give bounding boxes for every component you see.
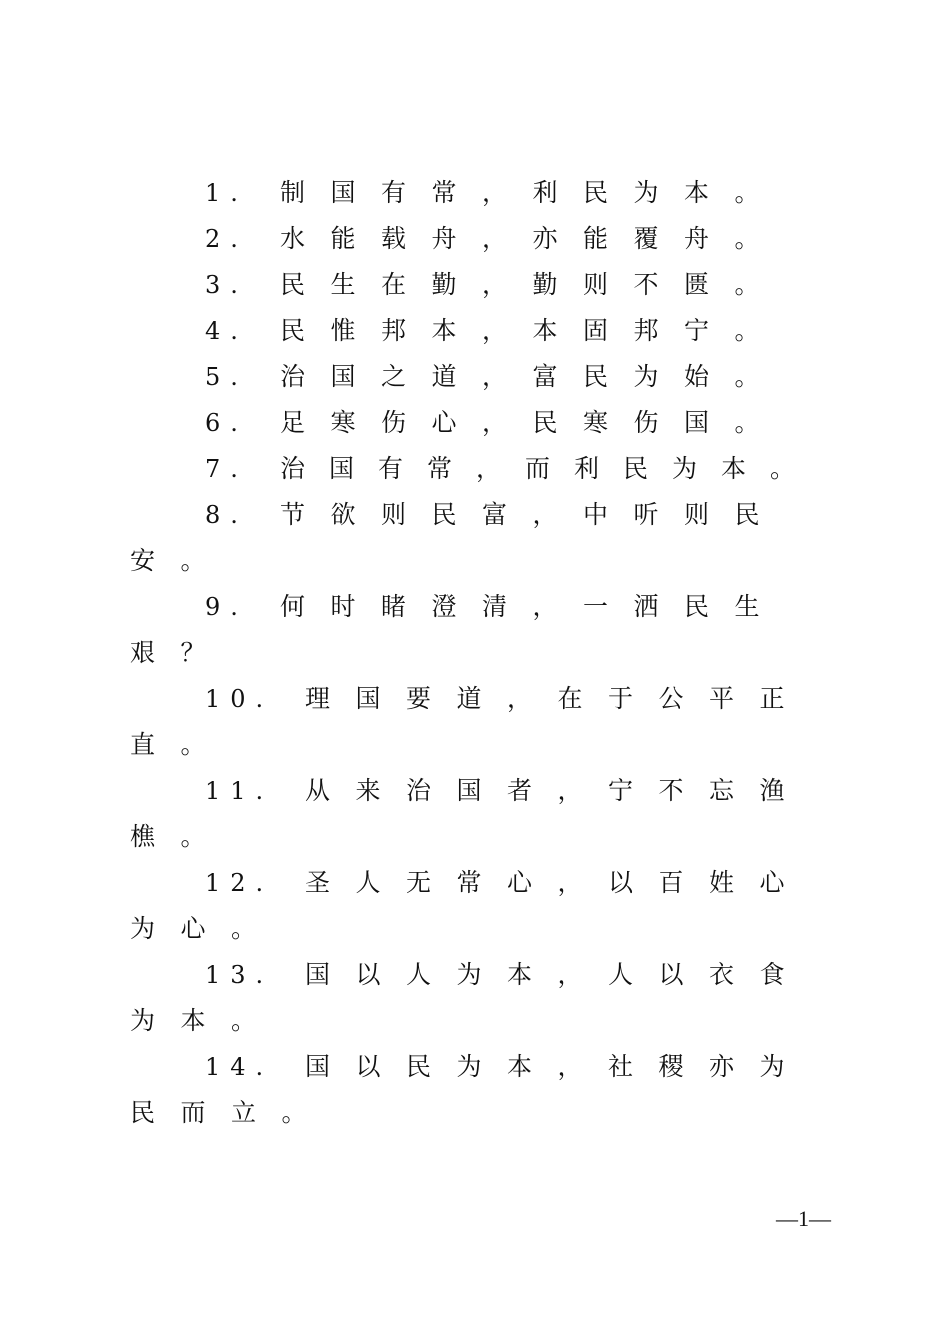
item-number: 1.	[205, 179, 248, 207]
item-text: 民生在勤，勤则不匮。	[280, 270, 786, 299]
item-number: 9.	[205, 593, 248, 621]
list-item	[0, 768, 950, 814]
item-continuation: 樵。	[130, 822, 232, 851]
item-text: 国以人为本，人以衣食	[305, 960, 811, 989]
item-number: 3.	[205, 271, 248, 299]
list-item	[0, 216, 950, 262]
item-number: 14.	[205, 1053, 274, 1081]
item-text: 水能载舟，亦能覆舟。	[280, 224, 786, 253]
item-continuation: 直。	[130, 730, 232, 759]
item-number: 12.	[205, 869, 274, 897]
list-item	[0, 308, 950, 354]
item-number: 5.	[205, 363, 248, 391]
item-continuation: 艰？	[130, 638, 232, 667]
item-number: 4.	[205, 317, 248, 345]
item-continuation: 为心。	[130, 914, 282, 943]
list-item	[0, 170, 950, 216]
item-number: 2.	[205, 225, 248, 253]
item-text: 从来治国者，宁不忘渔	[305, 776, 811, 805]
item-text: 治国有常，而利民为本。	[280, 454, 820, 483]
list-item	[0, 262, 950, 308]
list-item	[0, 676, 950, 722]
item-continuation: 为本。	[130, 1006, 282, 1035]
item-continuation: 民而立。	[130, 1098, 333, 1127]
item-number: 7.	[205, 455, 248, 483]
item-text: 民惟邦本，本固邦宁。	[280, 316, 786, 345]
item-text: 圣人无常心，以百姓心	[305, 868, 811, 897]
item-number: 10.	[205, 685, 274, 713]
item-text: 何时睹澄清，一洒民生	[280, 592, 786, 621]
list-item	[0, 860, 950, 906]
item-continuation: 安。	[130, 546, 232, 575]
list-item	[0, 354, 950, 400]
list-item	[0, 446, 950, 492]
list-item	[0, 1044, 950, 1090]
item-text: 足寒伤心，民寒伤国。	[280, 408, 786, 437]
item-text: 治国之道，富民为始。	[280, 362, 786, 391]
item-text: 国以民为本，社稷亦为	[305, 1052, 811, 1081]
list-item	[0, 400, 950, 446]
page-number: —1—	[776, 1206, 831, 1231]
item-number: 11.	[205, 777, 274, 805]
item-text: 制国有常，利民为本。	[280, 178, 786, 207]
item-number: 13.	[205, 961, 274, 989]
list-item	[0, 492, 950, 538]
item-number: 8.	[205, 501, 248, 529]
item-text: 理国要道，在于公平正	[305, 684, 811, 713]
item-text: 节欲则民富，中听则民	[280, 500, 786, 529]
list-item	[0, 584, 950, 630]
list-item	[0, 952, 950, 998]
item-number: 6.	[205, 409, 248, 437]
